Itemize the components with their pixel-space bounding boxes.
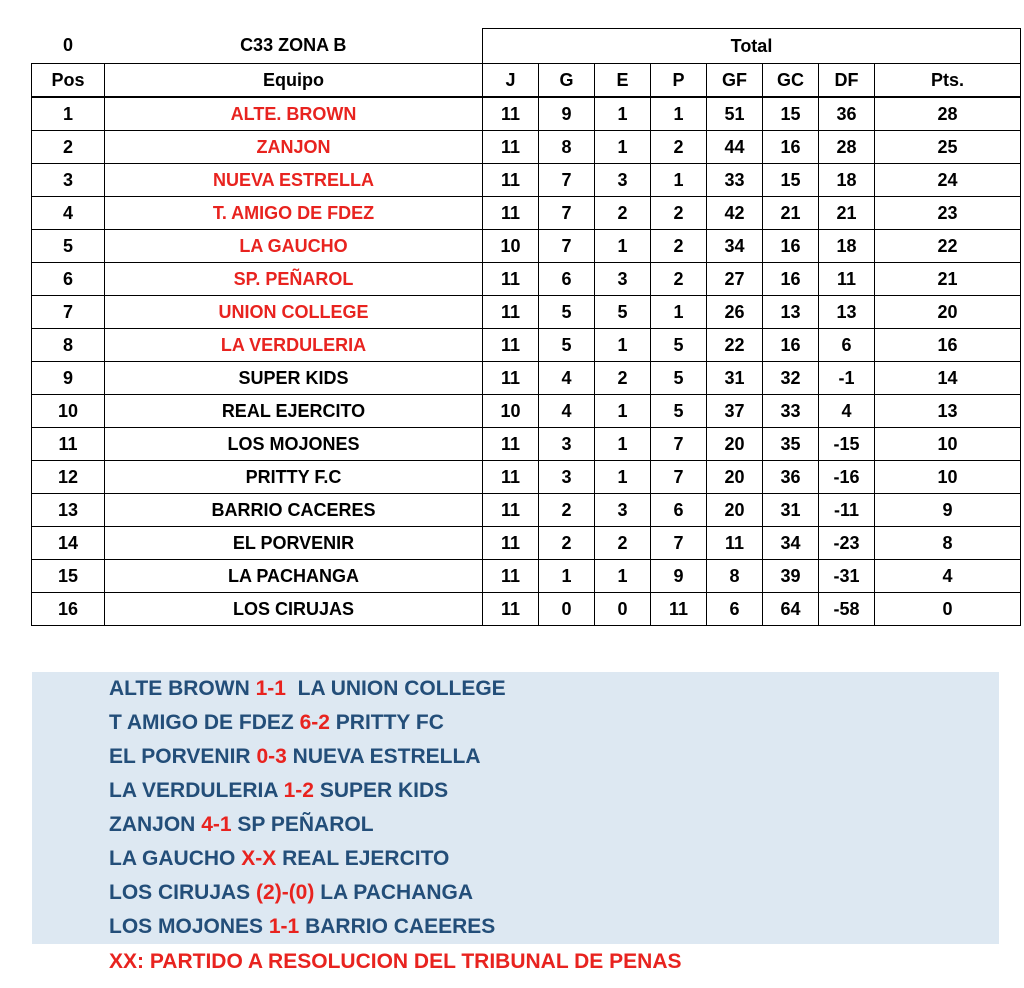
result-score: X-X bbox=[241, 847, 277, 870]
cell-gf: 20 bbox=[707, 494, 763, 527]
cell-pos: 16 bbox=[32, 593, 105, 626]
cell-pts: 20 bbox=[875, 296, 1021, 329]
cell-e: 1 bbox=[595, 560, 651, 593]
cell-pos: 12 bbox=[32, 461, 105, 494]
cell-df: 18 bbox=[819, 164, 875, 197]
cell-e: 1 bbox=[595, 230, 651, 263]
cell-e: 2 bbox=[595, 362, 651, 395]
cell-pos: 1 bbox=[32, 97, 105, 131]
cell-gc: 39 bbox=[763, 560, 819, 593]
cell-df: -31 bbox=[819, 560, 875, 593]
cell-e: 1 bbox=[595, 97, 651, 131]
cell-df: -1 bbox=[819, 362, 875, 395]
result-score: 4-1 bbox=[201, 813, 232, 836]
cell-gc: 64 bbox=[763, 593, 819, 626]
result-score: 0-3 bbox=[256, 745, 287, 768]
col-header-j: J bbox=[483, 64, 539, 98]
cell-e: 3 bbox=[595, 494, 651, 527]
cell-df: 6 bbox=[819, 329, 875, 362]
cell-g: 8 bbox=[539, 131, 595, 164]
table-row bbox=[32, 560, 1021, 593]
result-line bbox=[109, 847, 449, 871]
cell-gf: 22 bbox=[707, 329, 763, 362]
cell-p: 11 bbox=[651, 593, 707, 626]
cell-pts: 24 bbox=[875, 164, 1021, 197]
cell-team: ZANJON bbox=[105, 131, 483, 164]
cell-p: 5 bbox=[651, 395, 707, 428]
cell-gf: 51 bbox=[707, 97, 763, 131]
cell-g: 6 bbox=[539, 263, 595, 296]
cell-e: 2 bbox=[595, 527, 651, 560]
table-row bbox=[32, 494, 1021, 527]
table-row bbox=[32, 97, 1021, 131]
cell-e: 5 bbox=[595, 296, 651, 329]
cell-j: 11 bbox=[483, 494, 539, 527]
cell-gf: 42 bbox=[707, 197, 763, 230]
cell-gc: 13 bbox=[763, 296, 819, 329]
cell-pos: 14 bbox=[32, 527, 105, 560]
result-away-team: LA UNION COLLEGE bbox=[297, 677, 506, 700]
cell-p: 1 bbox=[651, 97, 707, 131]
cell-team: LA GAUCHO bbox=[105, 230, 483, 263]
cell-gf: 20 bbox=[707, 461, 763, 494]
cell-p: 9 bbox=[651, 560, 707, 593]
cell-p: 5 bbox=[651, 362, 707, 395]
cell-pts: 10 bbox=[875, 428, 1021, 461]
cell-pos: 9 bbox=[32, 362, 105, 395]
cell-df: 28 bbox=[819, 131, 875, 164]
result-line bbox=[109, 779, 448, 803]
cell-gf: 6 bbox=[707, 593, 763, 626]
result-away-team: SUPER KIDS bbox=[319, 779, 449, 802]
cell-g: 9 bbox=[539, 97, 595, 131]
table-row bbox=[32, 362, 1021, 395]
cell-j: 10 bbox=[483, 395, 539, 428]
cell-g: 0 bbox=[539, 593, 595, 626]
total-group-header: Total bbox=[483, 29, 1021, 64]
result-line bbox=[109, 711, 444, 735]
cell-team: REAL EJERCITO bbox=[105, 395, 483, 428]
cell-gf: 31 bbox=[707, 362, 763, 395]
cell-pts: 28 bbox=[875, 97, 1021, 131]
table-title: C33 ZONA B bbox=[240, 35, 347, 56]
standings-table bbox=[31, 28, 1021, 626]
result-home-team: LA GAUCHO bbox=[109, 847, 236, 870]
cell-e: 1 bbox=[595, 428, 651, 461]
cell-pos: 13 bbox=[32, 494, 105, 527]
cell-df: -15 bbox=[819, 428, 875, 461]
cell-p: 7 bbox=[651, 527, 707, 560]
result-line bbox=[109, 677, 506, 701]
cell-j: 11 bbox=[483, 593, 539, 626]
cell-g: 5 bbox=[539, 296, 595, 329]
cell-gf: 8 bbox=[707, 560, 763, 593]
cell-gc: 21 bbox=[763, 197, 819, 230]
result-away-team: REAL EJERCITO bbox=[282, 847, 450, 870]
cell-gc: 33 bbox=[763, 395, 819, 428]
cell-p: 2 bbox=[651, 131, 707, 164]
cell-j: 11 bbox=[483, 362, 539, 395]
cell-gc: 16 bbox=[763, 263, 819, 296]
cell-p: 5 bbox=[651, 329, 707, 362]
cell-j: 10 bbox=[483, 230, 539, 263]
cell-df: 18 bbox=[819, 230, 875, 263]
cell-team: LOS CIRUJAS bbox=[105, 593, 483, 626]
cell-pos: 11 bbox=[32, 428, 105, 461]
table-row bbox=[32, 197, 1021, 230]
result-home-team: ALTE BROWN bbox=[109, 677, 250, 700]
cell-g: 3 bbox=[539, 461, 595, 494]
cell-gf: 44 bbox=[707, 131, 763, 164]
table-row bbox=[32, 329, 1021, 362]
cell-e: 0 bbox=[595, 593, 651, 626]
cell-df: 13 bbox=[819, 296, 875, 329]
cell-p: 7 bbox=[651, 461, 707, 494]
cell-gc: 35 bbox=[763, 428, 819, 461]
cell-pts: 16 bbox=[875, 329, 1021, 362]
result-home-team: LOS CIRUJAS bbox=[109, 881, 251, 904]
cell-e: 1 bbox=[595, 395, 651, 428]
cell-j: 11 bbox=[483, 164, 539, 197]
cell-p: 2 bbox=[651, 197, 707, 230]
header-row-columns bbox=[32, 64, 1021, 98]
cell-team: UNION COLLEGE bbox=[105, 296, 483, 329]
cell-pts: 8 bbox=[875, 527, 1021, 560]
result-line bbox=[109, 813, 374, 837]
cell-gf: 11 bbox=[707, 527, 763, 560]
cell-gf: 27 bbox=[707, 263, 763, 296]
result-away-team: BARRIO CAEERES bbox=[305, 915, 496, 938]
col-header-gc: GC bbox=[763, 64, 819, 98]
cell-df: 36 bbox=[819, 97, 875, 131]
cell-gc: 34 bbox=[763, 527, 819, 560]
cell-df: 4 bbox=[819, 395, 875, 428]
tribunal-note: XX: PARTIDO A RESOLUCION DEL TRIBUNAL DE PENAS bbox=[109, 950, 682, 973]
cell-p: 7 bbox=[651, 428, 707, 461]
cell-g: 1 bbox=[539, 560, 595, 593]
cell-team: LOS MOJONES bbox=[105, 428, 483, 461]
cell-j: 11 bbox=[483, 131, 539, 164]
cell-j: 11 bbox=[483, 428, 539, 461]
cell-pos: 7 bbox=[32, 296, 105, 329]
cell-j: 11 bbox=[483, 527, 539, 560]
cell-j: 11 bbox=[483, 560, 539, 593]
result-away-team: SP PEÑAROL bbox=[237, 813, 374, 836]
cell-j: 11 bbox=[483, 97, 539, 131]
corner-label: 0 bbox=[62, 35, 73, 56]
cell-team: SUPER KIDS bbox=[105, 362, 483, 395]
cell-pos: 5 bbox=[32, 230, 105, 263]
cell-df: -16 bbox=[819, 461, 875, 494]
cell-pos: 3 bbox=[32, 164, 105, 197]
cell-pos: 4 bbox=[32, 197, 105, 230]
table-row bbox=[32, 164, 1021, 197]
cell-e: 2 bbox=[595, 197, 651, 230]
result-away-team: NUEVA ESTRELLA bbox=[292, 745, 481, 768]
result-score: 6-2 bbox=[299, 711, 330, 734]
result-away-team: LA PACHANGA bbox=[320, 881, 474, 904]
cell-g: 2 bbox=[539, 494, 595, 527]
cell-j: 11 bbox=[483, 197, 539, 230]
table-row bbox=[32, 230, 1021, 263]
cell-team: EL PORVENIR bbox=[105, 527, 483, 560]
result-home-team: EL PORVENIR bbox=[109, 745, 251, 768]
cell-g: 4 bbox=[539, 395, 595, 428]
table-row bbox=[32, 131, 1021, 164]
cell-p: 6 bbox=[651, 494, 707, 527]
col-header-g: G bbox=[539, 64, 595, 98]
result-away-team: PRITTY FC bbox=[335, 711, 444, 734]
cell-team: NUEVA ESTRELLA bbox=[105, 164, 483, 197]
cell-df: -58 bbox=[819, 593, 875, 626]
cell-e: 1 bbox=[595, 131, 651, 164]
cell-pos: 6 bbox=[32, 263, 105, 296]
table-row bbox=[32, 263, 1021, 296]
col-header-pts: Pts. bbox=[875, 64, 1021, 98]
cell-team: SP. PEÑAROL bbox=[105, 263, 483, 296]
cell-pts: 10 bbox=[875, 461, 1021, 494]
result-score: 1-1 bbox=[255, 677, 286, 700]
cell-gf: 34 bbox=[707, 230, 763, 263]
cell-p: 2 bbox=[651, 263, 707, 296]
cell-pts: 9 bbox=[875, 494, 1021, 527]
cell-j: 11 bbox=[483, 461, 539, 494]
cell-j: 11 bbox=[483, 329, 539, 362]
table-row bbox=[32, 428, 1021, 461]
cell-pts: 0 bbox=[875, 593, 1021, 626]
cell-team: LA VERDULERIA bbox=[105, 329, 483, 362]
result-line bbox=[109, 881, 473, 905]
cell-gc: 16 bbox=[763, 230, 819, 263]
result-line bbox=[109, 915, 495, 939]
table-row bbox=[32, 527, 1021, 560]
cell-gc: 16 bbox=[763, 131, 819, 164]
table-row bbox=[32, 593, 1021, 626]
cell-g: 3 bbox=[539, 428, 595, 461]
cell-g: 7 bbox=[539, 197, 595, 230]
col-header-team: Equipo bbox=[105, 64, 483, 98]
col-header-e: E bbox=[595, 64, 651, 98]
cell-team: LA PACHANGA bbox=[105, 560, 483, 593]
result-home-team: ZANJON bbox=[109, 813, 196, 836]
result-home-team: LOS MOJONES bbox=[109, 915, 264, 938]
cell-gf: 33 bbox=[707, 164, 763, 197]
table-row bbox=[32, 395, 1021, 428]
col-header-df: DF bbox=[819, 64, 875, 98]
table-row bbox=[32, 461, 1021, 494]
result-home-team: LA VERDULERIA bbox=[109, 779, 278, 802]
cell-team: PRITTY F.C bbox=[105, 461, 483, 494]
result-line bbox=[109, 745, 481, 769]
cell-g: 5 bbox=[539, 329, 595, 362]
col-header-gf: GF bbox=[707, 64, 763, 98]
col-header-p: P bbox=[651, 64, 707, 98]
cell-gc: 15 bbox=[763, 97, 819, 131]
cell-df: 11 bbox=[819, 263, 875, 296]
cell-e: 3 bbox=[595, 164, 651, 197]
cell-pts: 13 bbox=[875, 395, 1021, 428]
cell-p: 1 bbox=[651, 164, 707, 197]
cell-j: 11 bbox=[483, 263, 539, 296]
cell-p: 1 bbox=[651, 296, 707, 329]
cell-gc: 36 bbox=[763, 461, 819, 494]
cell-pts: 25 bbox=[875, 131, 1021, 164]
cell-j: 11 bbox=[483, 296, 539, 329]
cell-pos: 8 bbox=[32, 329, 105, 362]
result-score: 1-2 bbox=[283, 779, 314, 802]
cell-gc: 31 bbox=[763, 494, 819, 527]
cell-pts: 21 bbox=[875, 263, 1021, 296]
cell-g: 7 bbox=[539, 230, 595, 263]
cell-gf: 37 bbox=[707, 395, 763, 428]
cell-pos: 10 bbox=[32, 395, 105, 428]
cell-pos: 15 bbox=[32, 560, 105, 593]
cell-pos: 2 bbox=[32, 131, 105, 164]
cell-e: 3 bbox=[595, 263, 651, 296]
cell-gc: 15 bbox=[763, 164, 819, 197]
table-row bbox=[32, 296, 1021, 329]
cell-g: 4 bbox=[539, 362, 595, 395]
cell-pts: 14 bbox=[875, 362, 1021, 395]
cell-g: 7 bbox=[539, 164, 595, 197]
cell-pts: 4 bbox=[875, 560, 1021, 593]
cell-p: 2 bbox=[651, 230, 707, 263]
cell-df: -11 bbox=[819, 494, 875, 527]
cell-team: BARRIO CACERES bbox=[105, 494, 483, 527]
cell-gc: 16 bbox=[763, 329, 819, 362]
result-score: 1-1 bbox=[268, 915, 300, 938]
result-score: (2)-(0) bbox=[256, 881, 315, 904]
col-header-pos: Pos bbox=[32, 64, 105, 98]
cell-df: 21 bbox=[819, 197, 875, 230]
cell-gc: 32 bbox=[763, 362, 819, 395]
cell-e: 1 bbox=[595, 329, 651, 362]
header-row-top bbox=[32, 29, 1021, 64]
cell-df: -23 bbox=[819, 527, 875, 560]
cell-g: 2 bbox=[539, 527, 595, 560]
cell-team: ALTE. BROWN bbox=[105, 97, 483, 131]
cell-pts: 23 bbox=[875, 197, 1021, 230]
cell-team: T. AMIGO DE FDEZ bbox=[105, 197, 483, 230]
cell-pts: 22 bbox=[875, 230, 1021, 263]
cell-gf: 26 bbox=[707, 296, 763, 329]
cell-e: 1 bbox=[595, 461, 651, 494]
result-home-team: T AMIGO DE FDEZ bbox=[109, 711, 294, 734]
cell-gf: 20 bbox=[707, 428, 763, 461]
